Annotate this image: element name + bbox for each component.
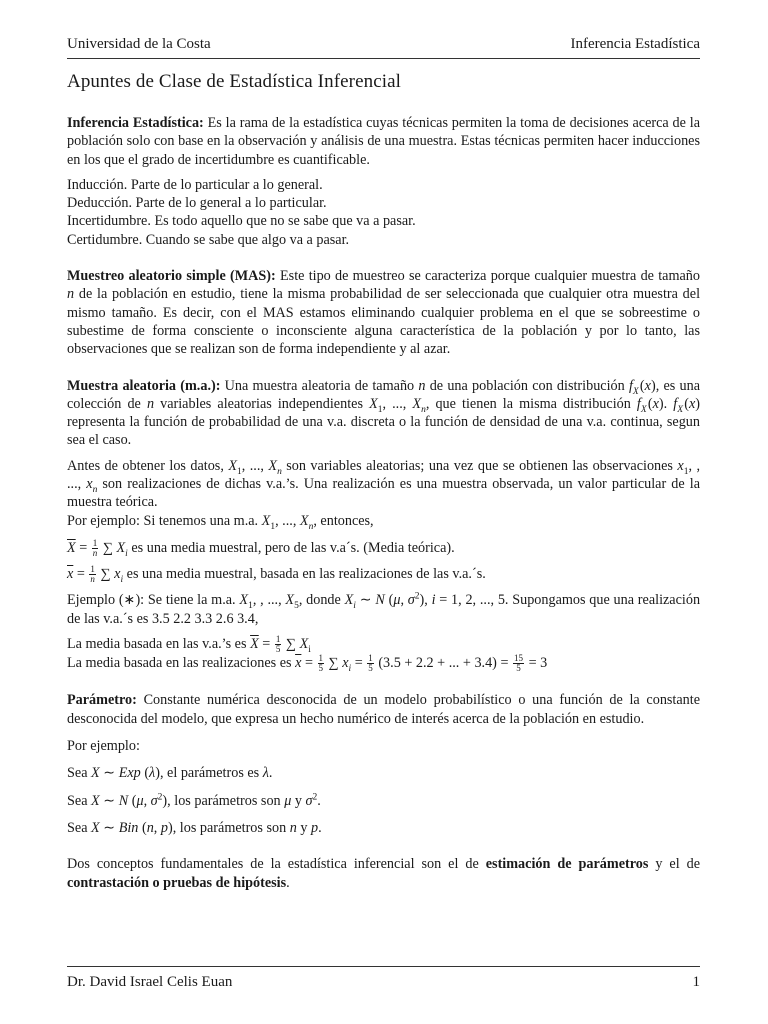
term-inferencia: Inferencia Estadística: <box>67 115 204 131</box>
header-course: Inferencia Estadística <box>570 36 700 52</box>
formula-media-va: La media basada en las v.a.’s es $\overline{X}$ = $\frac{1}{5}$ ∑ $X_i$ <box>67 634 311 655</box>
example-exponential: Sea X ∼ Exp (λ), el parámetros es λ. <box>67 765 273 782</box>
label-por-ejemplo: Por ejemplo: <box>67 738 140 755</box>
page-header <box>67 36 700 56</box>
definition-item: Certidumbre. Cuando se sabe que algo va a pasar. <box>67 231 350 248</box>
example-normal: Sea X ∼ N (μ, $\sigma^2$), los parámetros son μ y $\sigma^2$. <box>67 791 321 809</box>
definition-item: Inducción. Parte de lo particular a lo general. <box>67 176 323 193</box>
page-footer <box>67 974 700 991</box>
paragraph-muestra-aleatoria: Muestra aleatoria (m.a.): Una muestra aleatoria de tamaño n de una población con distribución $f_X$ (x), es una colección de n variables aleatorias independientes $X_1$, ..., $X_n$, que tienen la misma distribución $f_X$ (x). $f_X$ (x) representa la función de probabilidad de una v.a. discreta o la función de densidad de una v.a. continua, segun sea el caso. <box>67 377 701 449</box>
formula-media-teorica: $\overline{X}$ = $\frac{1}{n}$ ∑ $X_i$ es una media muestral, pero de las v.a´s. (Media teórica). <box>67 538 455 559</box>
paragraph-parametro: Parámetro: Constante numérica desconocida de un modelo probabilístico o una función de la constante desconocida del modelo, que expresa un hecho numérico de interés acerca de la población en estudio. <box>67 692 701 727</box>
definition-item: Deducción. Parte de lo general a lo particular. <box>67 195 327 212</box>
document-page <box>67 0 700 1024</box>
page-number: 1 <box>692 974 700 990</box>
paragraph-ejemplo: Ejemplo (∗): Se tiene la m.a. $X_1$, , ..., $X_5$, donde $X_i$ ∼ N (μ, $\sigma^2$), i = 1, 2, ..., 5. Supongamos que una realización de las v.a.´s es 3.5 2.2 3.3 2.6 3.4, <box>67 591 701 627</box>
definition-item: Incertidumbre. Es todo aquello que no se sabe que va a pasar. <box>67 213 416 230</box>
page-title: Apuntes de Clase de Estadística Inferencial <box>67 71 402 92</box>
term-mas: Muestreo aleatorio simple (MAS): <box>67 268 276 285</box>
term-estimacion: estimación de parámetros <box>485 856 649 873</box>
definition-list <box>67 176 700 249</box>
header-institution: Universidad de la Costa <box>67 36 211 52</box>
header-rule <box>67 58 700 59</box>
formula-media-real: $\overline{x}$ = $\frac{1}{n}$ ∑ $x_i$ es una media muestral, basada en las realizaciones de las v.a.´s. <box>67 564 486 585</box>
term-contrastacion: contrastación o pruebas de hipótesis <box>67 874 287 891</box>
formula-media-realizaciones: La media basada en las realizaciones es $\overline{x}$ = $\frac{1}{5}$ ∑ $x_i$ = $\frac{1}{5}$ (3.5 + 2.2 + ... + 3.4) = $\frac{15}{5}$ = 3 <box>67 653 548 675</box>
paragraph-por-ejemplo: Por ejemplo: Si tenemos una m.a. $X_1$, ..., $X_n$, entonces, <box>67 512 374 532</box>
paragraph-conclusion: Dos conceptos fundamentales de la estadística inferencial son el de estimación de parámetros y el de contrastación o pruebas de hipótesis. <box>67 856 701 891</box>
term-parametro: Parámetro: <box>67 692 137 709</box>
footer-rule <box>67 966 700 967</box>
example-binomial: Sea X ∼ Bin (n, p), los parámetros son n y p. <box>67 819 322 836</box>
term-muestra-aleatoria: Muestra aleatoria (m.a.): <box>67 377 221 394</box>
paragraph-mas: Muestreo aleatorio simple (MAS): Este tipo de muestreo se caracteriza porque cualquier muestra de tamaño n de la población en estudio, tiene la misma probabilidad de ser seleccionada que cualquier otra muestra del mismo tamaño. Es decir, con el MAS estamos eliminando cualquier problema en el que se sobreestime o subestime de forma consciente o inconsciente alguna característica de la población y por lo tanto, las observaciones que se realizan son de forma independiente y al azar. <box>67 268 701 358</box>
footer-author: Dr. David Israel Celis Euan <box>67 974 233 990</box>
paragraph-antes: Antes de obtener los datos, $X_1$, ..., $X_n$ son variables aleatorias; una vez que se obtienen las observaciones $x_1$, , ..., $x_n$ son realizaciones de dichas v.a.’s. Una realización es una muestra observada, un valor particular de la muestra teórica. <box>67 457 701 511</box>
paragraph-inferencia: Inferencia Estadística: Es la rama de la estadística cuyas técnicas permiten la toma de decisiones acerca de la población solo con base en la observación y análisis de una muestra. Estas técnicas permiten hacer inducciones en los que el grado de incertidumbre es cuantificable. <box>67 115 701 168</box>
document-body <box>67 70 700 892</box>
